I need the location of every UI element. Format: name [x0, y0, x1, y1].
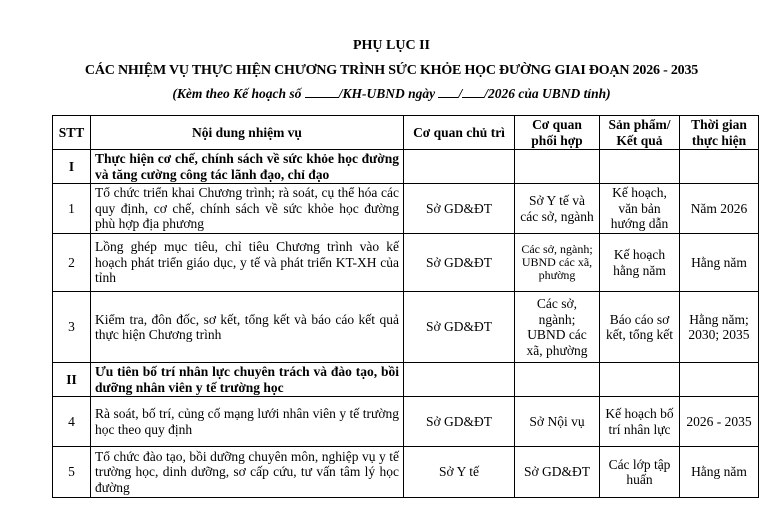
table-row — [53, 447, 759, 498]
table-row — [53, 234, 759, 292]
cell-lead: Sở GD&ĐT — [404, 234, 515, 292]
cell-stt: II — [53, 363, 91, 397]
cell-content: Rà soát, bố trí, củng cố mạng lưới nhân viên y tế trường học theo quy định — [91, 397, 404, 447]
document-subtitle — [0, 85, 783, 102]
cell-time — [680, 363, 759, 397]
cell-content: Tổ chức đào tạo, bồi dưỡng chuyên môn, nghiệp vụ y tế trường học, dinh dưỡng, sơ cấp cứu, tư vấn tâm lý học đường — [91, 447, 404, 498]
subtitle-part-2: /KH-UBND ngày — [338, 86, 436, 101]
cell-time: 2026 - 2035 — [680, 397, 759, 447]
cell-content: Kiểm tra, đôn đốc, sơ kết, tổng kết và báo cáo kết quả thực hiện Chương trình — [91, 292, 404, 363]
cell-time: Hằng năm — [680, 447, 759, 498]
subtitle-part-3: / — [458, 86, 463, 101]
cell-product: Các lớp tập huấn — [600, 447, 680, 498]
col-header-coop: Cơ quan phối hợp — [515, 116, 600, 150]
blank-number — [305, 85, 339, 98]
cell-lead: Sở GD&ĐT — [404, 292, 515, 363]
cell-time: Hằng năm — [680, 234, 759, 292]
subtitle-part-1: (Kèm theo Kế hoạch số — [172, 86, 302, 101]
cell-stt: I — [53, 150, 91, 184]
table-row — [53, 363, 759, 397]
cell-time: Hằng năm; 2030; 2035 — [680, 292, 759, 363]
blank-month — [462, 85, 484, 98]
cell-time — [680, 150, 759, 184]
blank-day — [438, 85, 458, 98]
cell-content: Lồng ghép mục tiêu, chỉ tiêu Chương trình vào kế hoạch phát triển giáo dục, y tế và phát triển KT-XH của tỉnh — [91, 234, 404, 292]
cell-product: Kế hoạch bố trí nhân lực — [600, 397, 680, 447]
cell-coop: Sở GD&ĐT — [515, 447, 600, 498]
cell-coop: Các sở, ngành; UBND các xã, phường — [515, 234, 600, 292]
cell-product — [600, 363, 680, 397]
cell-lead — [404, 363, 515, 397]
cell-stt: 3 — [53, 292, 91, 363]
cell-lead — [404, 150, 515, 184]
cell-stt: 1 — [53, 184, 91, 234]
cell-product: Báo cáo sơ kết, tổng kết — [600, 292, 680, 363]
document-title: CÁC NHIỆM VỤ THỰC HIỆN CHƯƠNG TRÌNH SỨC KHỎE HỌC ĐƯỜNG GIAI ĐOẠN 2026 - 2035 — [84, 63, 699, 78]
cell-content: Ưu tiên bố trí nhân lực chuyên trách và đào tạo, bồi dưỡng nhân viên y tế trường học — [91, 363, 404, 397]
table-row — [53, 150, 759, 184]
cell-coop — [515, 150, 600, 184]
col-header-time: Thời gian thực hiện — [680, 116, 759, 150]
cell-content: Thực hiện cơ chế, chính sách về sức khỏe học đường và tăng cường công tác lãnh đạo, chỉ đạo — [91, 150, 404, 184]
col-header-content: Nội dung nhiệm vụ — [91, 116, 404, 150]
cell-coop — [515, 363, 600, 397]
table-row — [53, 184, 759, 234]
cell-lead: Sở GD&ĐT — [404, 184, 515, 234]
cell-content: Tổ chức triển khai Chương trình; rà soát, cụ thể hóa các quy định, cơ chế, chính sách về sức khỏe học đường phù hợp địa phương — [91, 184, 404, 234]
col-header-stt: STT — [53, 116, 91, 150]
cell-coop: Các sở, ngành; UBND các xã, phường — [515, 292, 600, 363]
cell-product: Kế hoạch hằng năm — [600, 234, 680, 292]
cell-product: Kế hoạch, văn bản hướng dẫn — [600, 184, 680, 234]
cell-lead: Sở Y tế — [404, 447, 515, 498]
cell-product — [600, 150, 680, 184]
col-header-product: Sản phẩm/ Kết quả — [600, 116, 680, 150]
appendix-heading: PHỤ LỤC II — [352, 38, 430, 53]
task-table — [52, 115, 759, 498]
cell-time: Năm 2026 — [680, 184, 759, 234]
table-row — [53, 292, 759, 363]
cell-coop: Sở Y tế và các sở, ngành — [515, 184, 600, 234]
cell-stt: 4 — [53, 397, 91, 447]
col-header-lead: Cơ quan chủ trì — [404, 116, 515, 150]
table-header-row — [53, 116, 759, 150]
cell-lead: Sở GD&ĐT — [404, 397, 515, 447]
table-row — [53, 397, 759, 447]
subtitle-part-4: /2026 của UBND tỉnh) — [484, 86, 611, 101]
cell-coop: Sở Nội vụ — [515, 397, 600, 447]
cell-stt: 2 — [53, 234, 91, 292]
cell-stt: 5 — [53, 447, 91, 498]
